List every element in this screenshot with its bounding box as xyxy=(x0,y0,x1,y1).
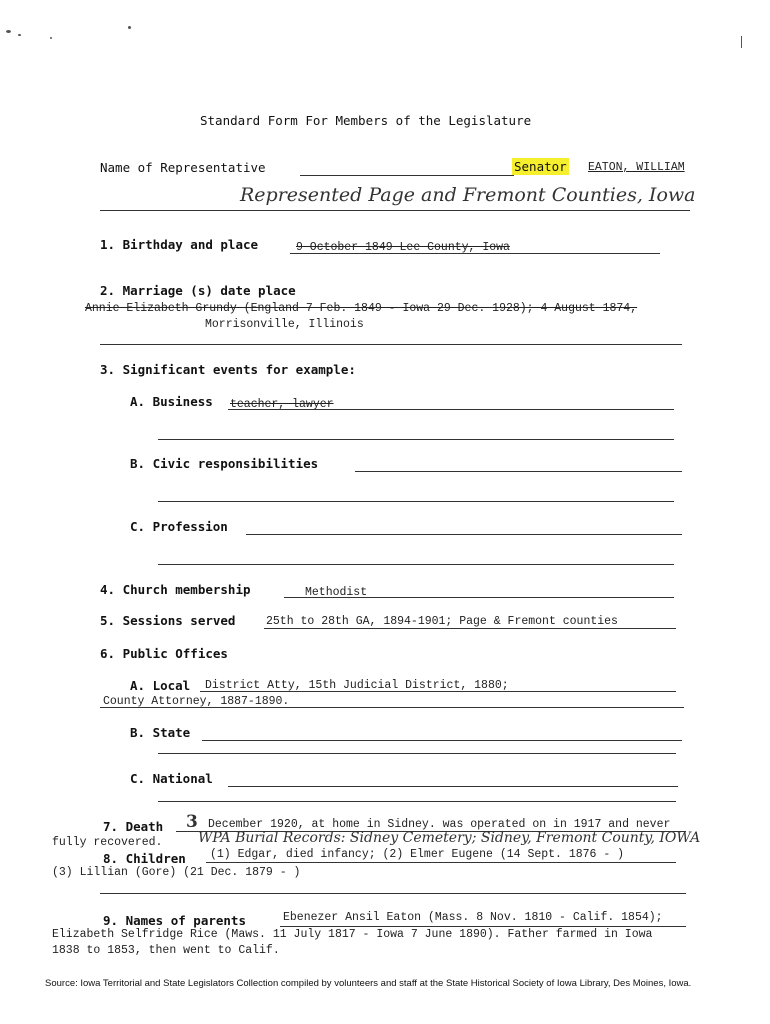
birthday-value: 9 October 1849 Lee County, Iowa xyxy=(296,241,510,254)
civic-label: B. Civic responsibilities xyxy=(130,456,319,471)
marriage-line1 xyxy=(85,302,637,315)
profession-rule-2 xyxy=(158,564,674,565)
birthday-rule xyxy=(290,253,660,254)
death-value2: fully recovered. xyxy=(52,836,163,849)
marriage-line1-text: Annie Elizabeth Grundy (England 7 Feb. 1849 - Iowa 29 Dec. 1928); 4 August 1874, xyxy=(85,302,638,315)
source-note: Source: Iowa Territorial and State Legislators Collection compiled by volunteers and staff at the State Historical Society of Iowa Library, Des Moines, Iowa. xyxy=(45,978,692,989)
sessions-label: 5. Sessions served xyxy=(100,613,236,628)
profession-label: C. Profession xyxy=(130,519,228,534)
church-label: 4. Church membership xyxy=(100,582,251,597)
offices-label: 6. Public Offices xyxy=(100,646,228,661)
events-label: 3. Significant events for example: xyxy=(100,362,356,377)
parents-value2: Elizabeth Selfridge Rice (Maws. 11 July 1817 - Iowa 7 June 1890). Father farmed in Iowa xyxy=(52,928,653,941)
children-rule xyxy=(206,862,676,863)
sessions-rule xyxy=(264,628,676,629)
parents-value1: Ebenezer Ansil Eaton (Mass. 8 Nov. 1810 - Calif. 1854); xyxy=(283,911,663,924)
senator-label: Senator xyxy=(514,159,567,174)
represented-note: Represented Page and Fremont Counties, Iowa xyxy=(240,184,696,206)
national-rule xyxy=(228,786,678,787)
children-value1: (1) Edgar, died infancy; (2) Elmer Eugene (14 Sept. 1876 - ) xyxy=(210,848,625,861)
business-label: A. Business xyxy=(130,394,213,409)
local-value1: District Atty, 15th Judicial District, 1880; xyxy=(205,679,509,692)
parents-rule xyxy=(280,926,686,927)
national-rule-2 xyxy=(158,801,676,802)
business-rule xyxy=(228,409,674,410)
marriage-line2: Morrisonville, Illinois xyxy=(205,318,364,331)
national-label: C. National xyxy=(130,771,213,786)
scan-speck xyxy=(741,36,742,48)
marriage-label: 2. Marriage (s) date place xyxy=(100,283,296,298)
scan-speck xyxy=(128,26,131,29)
death-value1: December 1920, at home in Sidney. was operated on in 1917 and never xyxy=(208,818,671,831)
civic-rule-2 xyxy=(158,501,674,502)
church-value: Methodist xyxy=(305,586,368,599)
scan-speck xyxy=(50,37,52,39)
name-label: Name of Representative xyxy=(100,160,266,175)
civic-rule xyxy=(355,471,682,472)
marriage-rule xyxy=(100,344,682,345)
death-day: 3 xyxy=(186,812,198,832)
profession-rule xyxy=(246,534,682,535)
state-label: B. State xyxy=(130,725,191,740)
business-value: teacher, lawyer xyxy=(230,398,334,411)
state-rule xyxy=(202,740,682,741)
sessions-value: 25th to 28th GA, 1894-1901; Page & Fremont counties xyxy=(266,615,618,628)
parents-label: 9. Names of parents xyxy=(103,913,246,928)
children-label: 8. Children xyxy=(103,851,186,866)
parents-value3: 1838 to 1853, then went to Calif. xyxy=(52,944,280,957)
name-rule xyxy=(300,175,514,176)
birthday-label: 1. Birthday and place xyxy=(100,237,259,252)
death-label: 7. Death xyxy=(103,819,164,834)
local-rule-2 xyxy=(100,707,684,708)
children-rule-2 xyxy=(100,893,686,894)
local-rule xyxy=(200,691,676,692)
state-rule-2 xyxy=(158,753,676,754)
church-rule xyxy=(284,597,674,598)
local-label: A. Local xyxy=(130,678,191,693)
represented-rule xyxy=(100,210,690,211)
children-value2: (3) Lillian (Gore) (21 Dec. 1879 - ) xyxy=(52,866,301,879)
death-hand-note: WPA Burial Records: Sidney Cemetery; Sidney, Fremont County, IOWA xyxy=(198,830,701,846)
name-value: EATON, WILLIAM xyxy=(588,161,685,174)
local-value2: County Attorney, 1887-1890. xyxy=(103,695,290,708)
scan-speck xyxy=(6,30,11,33)
form-title: Standard Form For Members of the Legislature xyxy=(200,113,532,128)
scan-speck xyxy=(18,34,21,36)
business-rule-2 xyxy=(158,439,674,440)
